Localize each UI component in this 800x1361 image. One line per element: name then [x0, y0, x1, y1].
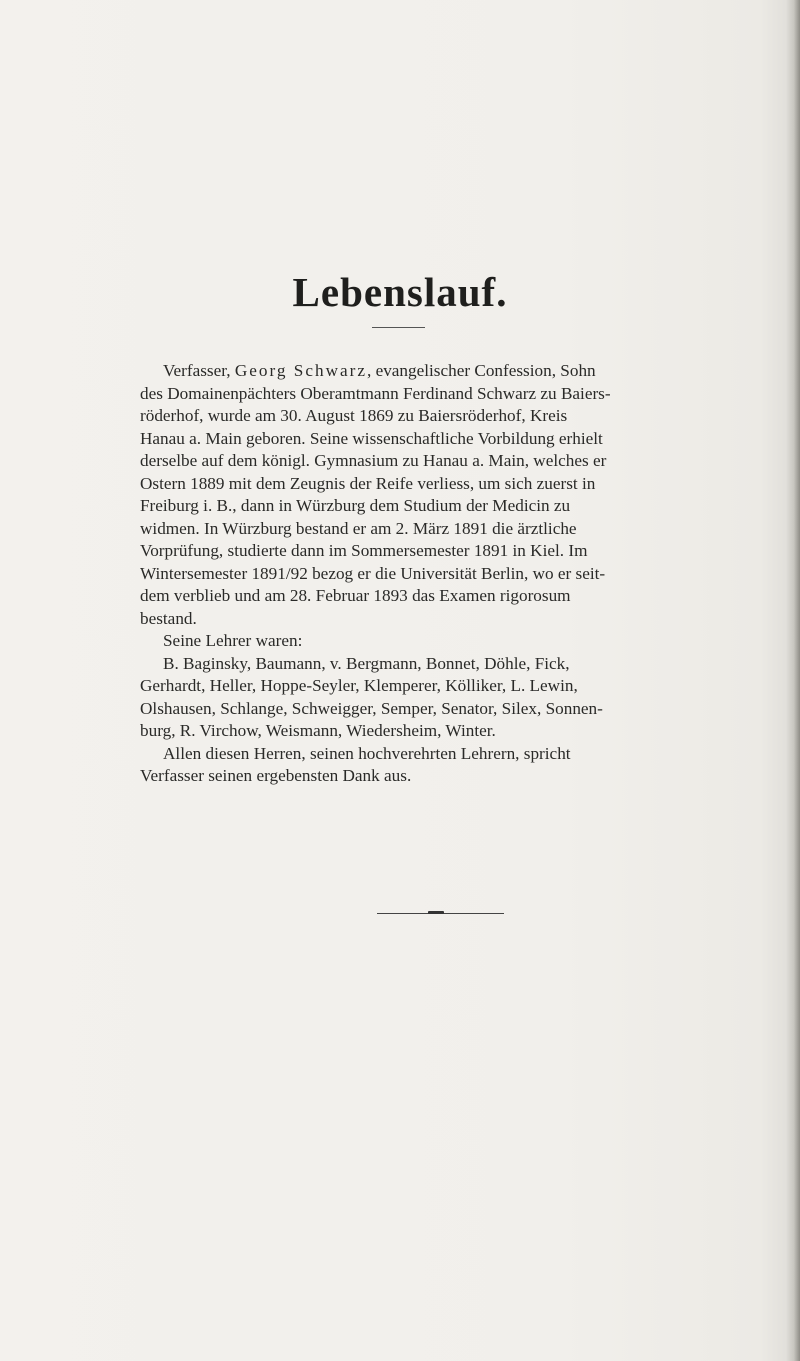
paragraph-1-line-2: des Domainenpächters Oberamtmann Ferdinand Schwarz zu Baiers- — [140, 383, 611, 403]
closing-divider-ornament — [428, 911, 444, 914]
paragraph-1-line-4: Hanau a. Main geboren. Seine wissenschaftliche Vorbildung erhielt — [140, 428, 603, 448]
paragraph-2-line-1: Seine Lehrer waren: — [163, 631, 303, 650]
paragraph-3-line-4: burg, R. Virchow, Weismann, Wiedersheim, Winter. — [140, 721, 496, 740]
paragraph-1-line-7: Freiburg i. B., dann in Würzburg dem Studium der Medicin zu — [140, 496, 571, 515]
paragraph-1-line-9: Vorprüfung, studierte dann im Sommersemester 1891 in Kiel. Im — [140, 541, 588, 560]
paragraph-4-line-2: Verfasser seinen ergebensten Dank aus. — [140, 766, 412, 785]
paragraph-1-line-10: Wintersemester 1891/92 bezog er die Universität Berlin, wo er seit- — [140, 563, 606, 583]
body-text — [140, 360, 795, 788]
title-divider — [372, 327, 425, 328]
text-fragment: , evangelischer Confession, Sohn — [366, 361, 596, 380]
paragraph-1-line-5: derselbe auf dem königl. Gymnasium zu Hanau a. Main, welches er — [140, 451, 607, 470]
paragraph-1-line-8: widmen. In Würzburg bestand er am 2. März 1891 die ärztliche — [140, 518, 577, 538]
paragraph-1-line-1 — [140, 360, 795, 383]
paragraph-3-line-2: Gerhardt, Heller, Hoppe-Seyler, Klemperer, Kölliker, L. Lewin, — [140, 676, 578, 695]
paragraph-1-line-12: bestand. — [140, 608, 197, 628]
paragraph-4-line-1: Allen diesen Herren, seinen hochverehrten Lehrern, spricht — [163, 743, 571, 763]
paragraph-1-line-6: Ostern 1889 mit dem Zeugnis der Reife verliess, um sich zuerst in — [140, 473, 596, 493]
paragraph-1-line-3: röderhof, wurde am 30. August 1869 zu Baiersröderhof, Kreis — [140, 406, 568, 425]
author-name: Georg Schwarz — [234, 361, 367, 380]
paragraph-3-line-3: Olshausen, Schlange, Schweigger, Semper, Senator, Silex, Sonnen- — [140, 698, 603, 718]
text-fragment: Verfasser, — [163, 361, 235, 380]
paragraph-3-line-1: B. Baginsky, Baumann, v. Bergmann, Bonnet, Döhle, Fick, — [163, 653, 570, 673]
paragraph-1-line-11: dem verblieb und am 28. Februar 1893 das Examen rigorosum — [140, 586, 571, 605]
page-title: Lebenslauf. — [292, 269, 508, 315]
